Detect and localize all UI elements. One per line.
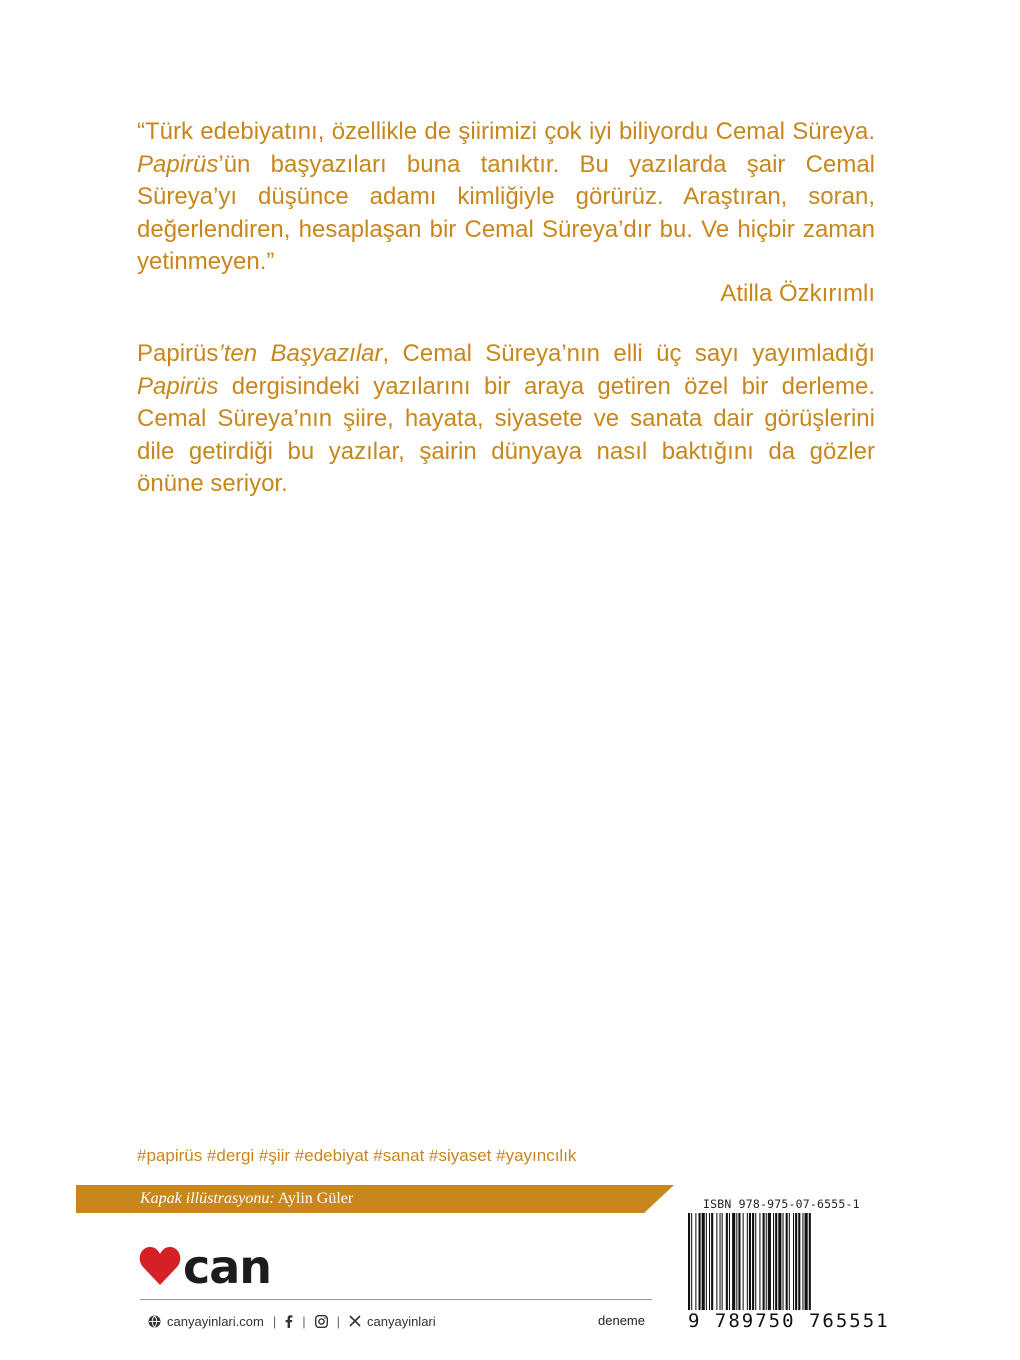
desc-part5: dergisindeki yazılarını bir araya getiren özel bir derleme. Cemal Süreya’nın şiire, hayata, siyasete ve sanata dair görüşlerini dile getirdiği bu yazılar, şairin dünyaya nasıl baktığını da gözler önüne seriyor. bbox=[137, 372, 875, 497]
isbn-label: ISBN 978-975-07-6555-1 bbox=[703, 1197, 860, 1211]
barcode-bar bbox=[786, 1213, 788, 1319]
barcode-bar bbox=[743, 1213, 744, 1319]
book-description bbox=[137, 338, 875, 501]
desc-part1: Papirüs bbox=[137, 340, 219, 367]
logo-text: can bbox=[183, 1240, 272, 1290]
credit-name: Aylin Güler bbox=[277, 1190, 354, 1207]
barcode-bar bbox=[711, 1213, 713, 1319]
separator: | bbox=[302, 1313, 306, 1329]
social-handle[interactable]: canyayinlari bbox=[367, 1313, 436, 1329]
barcode-bar bbox=[763, 1213, 765, 1319]
barcode-bar bbox=[778, 1213, 781, 1319]
illustration-credit bbox=[140, 1188, 353, 1210]
barcode-bar bbox=[766, 1213, 767, 1319]
quote-text-rest: ’ün başyazıları buna tanıktır. Bu yazılarda şair Cemal Süreya’yı düşünce adamı kimliğiyle görürüz. Araştıran, soran, değerlendiren, hesaplaşan bir Cemal Süreya’dır bu. Ve hiçbir zaman yetinmeyen.” bbox=[137, 150, 875, 275]
desc-part2: ’ten Başyazılar bbox=[218, 340, 383, 367]
social-footer bbox=[148, 1311, 436, 1331]
barcode-bar bbox=[720, 1213, 721, 1319]
barcode-bar bbox=[805, 1213, 808, 1319]
can-publisher-logo bbox=[138, 1240, 298, 1290]
barcode-bar bbox=[695, 1213, 696, 1319]
barcode-bar bbox=[793, 1213, 794, 1319]
barcode-bar bbox=[688, 1213, 690, 1319]
barcode-bar bbox=[702, 1213, 705, 1319]
barcode-bar bbox=[773, 1213, 774, 1319]
barcode-bar bbox=[809, 1213, 811, 1319]
barcode-bar bbox=[706, 1213, 707, 1319]
barcode-bar bbox=[755, 1213, 756, 1319]
barcode bbox=[686, 1213, 874, 1319]
quote-italic-title: Papirüs bbox=[137, 150, 219, 178]
barcode-bar bbox=[768, 1213, 771, 1319]
genre-label: deneme bbox=[598, 1313, 645, 1328]
instagram-icon[interactable] bbox=[315, 1315, 328, 1328]
quote-author: Atilla Özkırımlı bbox=[720, 280, 875, 307]
barcode-bar bbox=[716, 1213, 717, 1319]
barcode-bar bbox=[732, 1213, 735, 1319]
separator: | bbox=[336, 1313, 340, 1329]
x-icon[interactable] bbox=[349, 1315, 361, 1327]
barcode-bar bbox=[691, 1213, 692, 1319]
desc-part4: Papirüs bbox=[137, 372, 219, 400]
barcode-bar bbox=[722, 1213, 723, 1319]
barcode-bar bbox=[752, 1213, 754, 1319]
barcode-bar bbox=[726, 1213, 728, 1319]
separator: | bbox=[272, 1313, 277, 1329]
barcode-bar bbox=[736, 1213, 737, 1319]
barcode-bar bbox=[709, 1213, 710, 1319]
barcode-bar bbox=[775, 1213, 777, 1319]
barcode-bar bbox=[795, 1213, 797, 1319]
quote-text: “Türk edebiyatını, özellikle de şiirimizi çok iyi biliyordu Cemal Süreya. bbox=[137, 118, 875, 145]
credit-label: Kapak illüstrasyonu: bbox=[140, 1190, 275, 1207]
barcode-bar bbox=[749, 1213, 751, 1319]
footer-divider bbox=[140, 1299, 652, 1300]
barcode-bar bbox=[783, 1213, 784, 1319]
hashtags: #papirüs #dergi #şiir #edebiyat #sanat #siyaset #yayıncılık bbox=[137, 1146, 577, 1165]
barcode-bar bbox=[802, 1213, 803, 1319]
heart-icon bbox=[140, 1247, 181, 1285]
website-link[interactable]: canyayinlari.com bbox=[167, 1313, 264, 1329]
barcode-bar bbox=[729, 1213, 730, 1319]
barcode-bar bbox=[798, 1213, 800, 1319]
barcode-bar bbox=[759, 1213, 760, 1319]
barcode-digits: 9 789750 765551 bbox=[688, 1310, 890, 1332]
desc-part3: , Cemal Süreya’nın elli üç sayı yayımladığı bbox=[382, 340, 875, 367]
back-cover-quote bbox=[137, 116, 875, 279]
facebook-icon[interactable] bbox=[285, 1315, 293, 1328]
globe-icon bbox=[148, 1315, 161, 1328]
barcode-bar bbox=[699, 1213, 701, 1319]
barcode-bar bbox=[747, 1213, 748, 1319]
barcode-bar bbox=[738, 1213, 740, 1319]
barcode-bar bbox=[789, 1213, 790, 1319]
